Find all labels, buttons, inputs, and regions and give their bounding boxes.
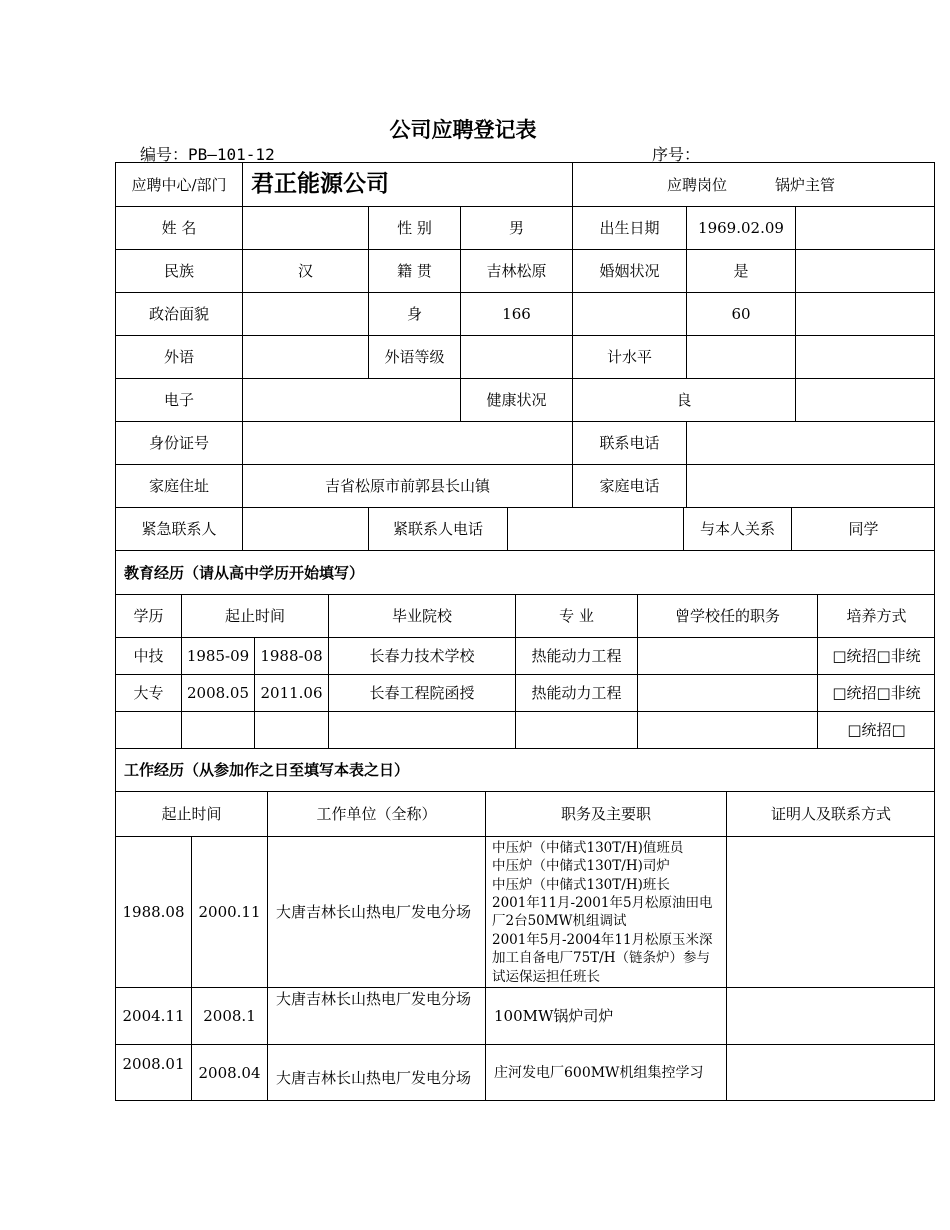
gender-value[interactable]: 男 xyxy=(460,206,572,249)
height-value[interactable]: 166 xyxy=(460,292,572,335)
phone-label: 联系电话 xyxy=(572,421,686,464)
photo-cell xyxy=(795,249,935,292)
edu-school[interactable] xyxy=(328,711,515,748)
work-duty-line: 2001年5月-2004年11月松原玉米深加工自备电厂75T/H（链条炉）参与试运保运担任班长 xyxy=(492,931,713,985)
photo-cell xyxy=(795,292,935,335)
doc-number: 编号：PB—101-12 xyxy=(140,145,275,164)
photo-cell xyxy=(795,206,935,249)
height-label: 身 xyxy=(368,292,460,335)
work-header-reference: 证明人及联系方式 xyxy=(726,791,935,836)
work-company[interactable]: 大唐吉林长山热电厂发电分场 xyxy=(267,836,485,987)
work-end[interactable]: 2000.11 xyxy=(191,836,267,987)
edu-major[interactable]: 热能动力工程 xyxy=(515,674,637,711)
id-label: 身份证号 xyxy=(115,421,242,464)
emergency-phone-label: 紧联系人电话 xyxy=(368,507,507,550)
home-phone-value[interactable] xyxy=(686,464,935,507)
edu-mode[interactable]: □统招□非统 xyxy=(817,674,935,711)
political-label: 政治面貌 xyxy=(115,292,242,335)
edu-duty[interactable] xyxy=(637,674,817,711)
relation-label: 与本人关系 xyxy=(683,507,791,550)
ethnic-value[interactable]: 汉 xyxy=(242,249,368,292)
health-label: 健康状况 xyxy=(460,378,572,421)
work-duties[interactable]: 100MW锅炉司炉 xyxy=(485,987,726,1044)
edu-header-duty: 曾学校任的职务 xyxy=(637,594,817,637)
work-header-company: 工作单位（全称） xyxy=(267,791,485,836)
edu-degree[interactable]: 中技 xyxy=(115,637,181,674)
email-label: 电子 xyxy=(115,378,242,421)
native-value[interactable]: 吉林松原 xyxy=(460,249,572,292)
edu-mode[interactable]: □统招□非统 xyxy=(817,637,935,674)
weight-label xyxy=(572,292,686,335)
name-value[interactable] xyxy=(242,206,368,249)
emergency-phone-value[interactable] xyxy=(507,507,683,550)
serial-number: 序号： xyxy=(652,145,701,164)
phone-value[interactable] xyxy=(686,421,935,464)
edu-header-major: 专 业 xyxy=(515,594,637,637)
edu-duty[interactable] xyxy=(637,637,817,674)
gender-label: 性 别 xyxy=(368,206,460,249)
work-header-period: 起止时间 xyxy=(115,791,267,836)
work-company[interactable]: 大唐吉林长山热电厂发电分场 xyxy=(267,987,485,1044)
native-label: 籍 贯 xyxy=(368,249,460,292)
address-label: 家庭住址 xyxy=(115,464,242,507)
work-company[interactable]: 大唐吉林长山热电厂发电分场 xyxy=(267,1044,485,1101)
work-duty-line: 中压炉（中储式130T/H)值班员 xyxy=(492,840,684,856)
computer-label: 计水平 xyxy=(572,335,686,378)
edu-end[interactable]: 2011.06 xyxy=(254,674,328,711)
work-duties[interactable]: 庄河发电厂600MW机组集控学习 xyxy=(485,1044,726,1101)
health-value[interactable]: 良 xyxy=(572,378,795,421)
edu-header-period: 起止时间 xyxy=(181,594,328,637)
edu-start[interactable] xyxy=(181,711,254,748)
education-section-title: 教育经历（请从高中学历开始填写） xyxy=(115,550,935,594)
marital-value[interactable]: 是 xyxy=(686,249,795,292)
position-cell xyxy=(572,162,935,206)
work-start[interactable]: 1988.08 xyxy=(115,836,191,987)
emergency-value[interactable] xyxy=(242,507,368,550)
relation-value[interactable]: 同学 xyxy=(791,507,935,550)
dept-value[interactable]: 君正能源公司 xyxy=(242,162,572,206)
edu-degree[interactable] xyxy=(115,711,181,748)
work-section-title: 工作经历（从参加作之日至填写本表之日） xyxy=(115,748,935,791)
work-header-duties: 职务及主要职 xyxy=(485,791,726,836)
edu-end[interactable] xyxy=(254,711,328,748)
birth-label: 出生日期 xyxy=(572,206,686,249)
work-end[interactable]: 2008.04 xyxy=(191,1044,267,1101)
position-value[interactable]: 锅炉主管 xyxy=(775,175,836,194)
work-start[interactable]: 2004.11 xyxy=(115,987,191,1044)
edu-header-degree: 学历 xyxy=(115,594,181,637)
work-duty-line: 中压炉（中储式130T/H)班长 xyxy=(492,876,670,893)
home-phone-label: 家庭电话 xyxy=(572,464,686,507)
name-label: 姓 名 xyxy=(115,206,242,249)
edu-header-school: 毕业院校 xyxy=(328,594,515,637)
marital-label: 婚姻状况 xyxy=(572,249,686,292)
edu-end[interactable]: 1988-08 xyxy=(254,637,328,674)
dept-label: 应聘中心/部门 xyxy=(115,162,242,206)
edu-school[interactable]: 长春力技术学校 xyxy=(328,637,515,674)
lang-level-label: 外语等级 xyxy=(368,335,460,378)
position-label: 应聘岗位 xyxy=(667,175,728,194)
edu-mode[interactable]: □统招□ xyxy=(817,711,935,748)
email-value[interactable] xyxy=(242,378,460,421)
edu-start[interactable]: 1985-09 xyxy=(181,637,254,674)
political-value[interactable] xyxy=(242,292,368,335)
photo-cell xyxy=(795,378,935,421)
work-duty-line: 中压炉（中储式130T/H)司炉 xyxy=(492,858,670,875)
form-title: 公司应聘登记表 xyxy=(389,118,537,142)
birth-value[interactable]: 1969.02.09 xyxy=(686,206,795,249)
edu-school[interactable]: 长春工程院函授 xyxy=(328,674,515,711)
edu-start[interactable]: 2008.05 xyxy=(181,674,254,711)
lang-value[interactable] xyxy=(242,335,368,378)
work-reference[interactable] xyxy=(726,987,935,1044)
edu-header-mode: 培养方式 xyxy=(817,594,935,637)
emergency-label: 紧急联系人 xyxy=(115,507,242,550)
photo-cell xyxy=(795,335,935,378)
lang-level-value[interactable] xyxy=(460,335,572,378)
work-start[interactable]: 2008.01 xyxy=(115,1044,191,1101)
work-end[interactable]: 2008.1 xyxy=(191,987,267,1044)
id-value[interactable] xyxy=(242,421,572,464)
edu-major[interactable]: 热能动力工程 xyxy=(515,637,637,674)
work-duty-line: 2001年11月-2001年5月松原油田电厂2台50MW机组调试 xyxy=(492,895,713,930)
work-duties[interactable] xyxy=(485,836,726,987)
edu-major[interactable] xyxy=(515,711,637,748)
address-value[interactable]: 吉省松原市前郭县长山镇 xyxy=(242,464,572,507)
lang-label: 外语 xyxy=(115,335,242,378)
ethnic-label: 民族 xyxy=(115,249,242,292)
weight-value[interactable]: 60 xyxy=(686,292,795,335)
edu-degree[interactable]: 大专 xyxy=(115,674,181,711)
edu-duty[interactable] xyxy=(637,711,817,748)
work-reference[interactable] xyxy=(726,836,935,987)
computer-value[interactable] xyxy=(686,335,795,378)
work-reference[interactable] xyxy=(726,1044,935,1101)
